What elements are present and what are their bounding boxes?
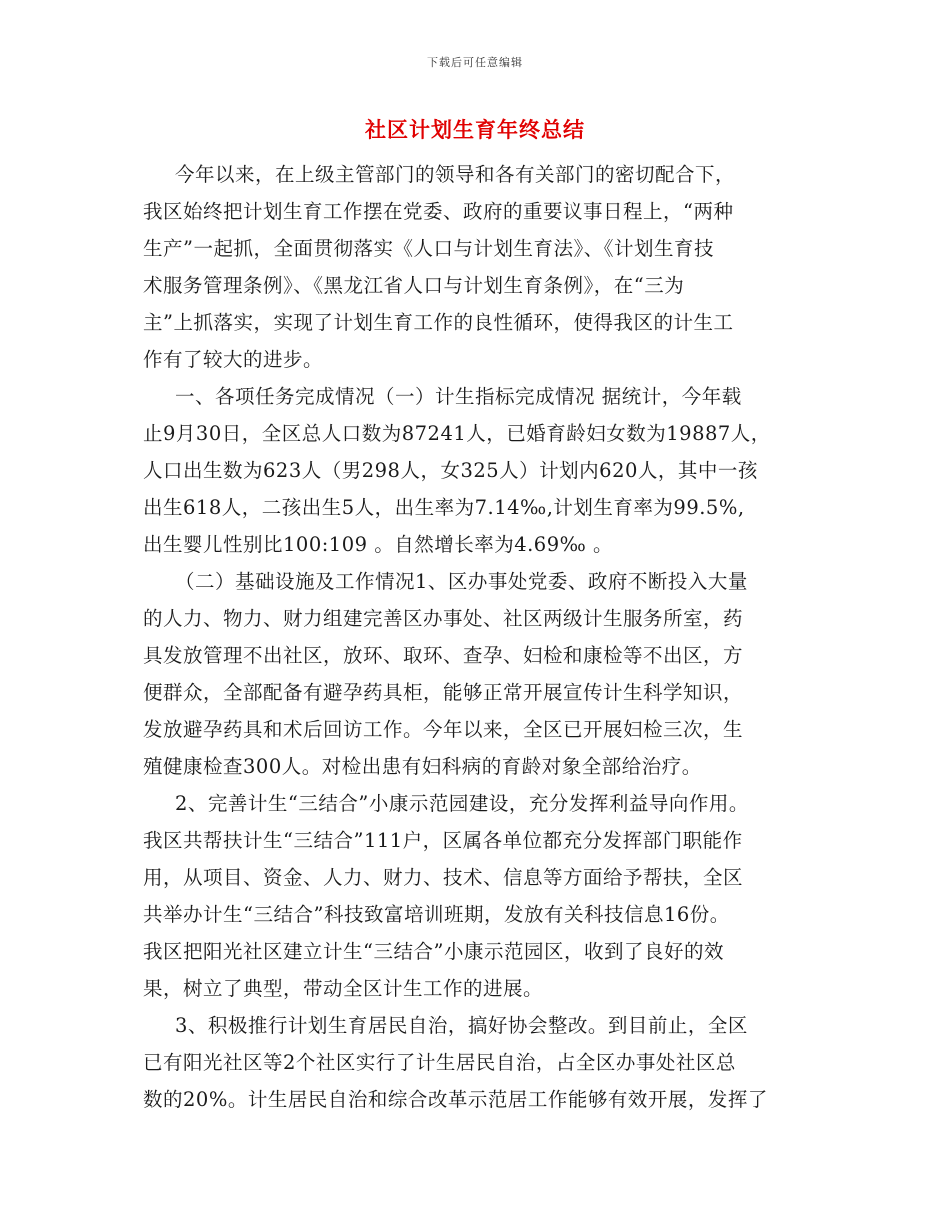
body-line: 出生婴儿性别比100:109 。自然增长率为4.69‰ 。 (143, 533, 613, 556)
body-line: 人口出生数为623人（男298人，女325人）计划内620人，其中一孩 (143, 459, 758, 482)
body-line: 2、完善计生“三结合”小康示范园建设，充分发挥利益导向作用。 (175, 792, 749, 815)
document-title: 社区计划生育年终总结 (365, 117, 585, 142)
body-line: 的人力、物力、财力组建完善区办事处、社区两级计生服务所室，药 (143, 607, 744, 630)
body-line: 今年以来，在上级主管部门的领导和各有关部门的密切配合下， (175, 163, 736, 186)
body-line: （二）基础设施及工作情况1、区办事处党委、政府不断投入大量 (175, 570, 748, 593)
body-line: 我区共帮扶计生“三结合”111户，区属各单位都充分发挥部门职能作 (143, 829, 743, 852)
body-line: 具发放管理不出社区，放环、取环、查孕、妇检和康检等不出区，方 (143, 644, 744, 667)
download-note: 下载后可任意编辑 (427, 56, 523, 69)
body-line: 我区把阳光社区建立计生“三结合”小康示范园区，收到了良好的效 (143, 940, 724, 963)
body-line: 主”上抓落实，实现了计划生育工作的良性循环，使得我区的计生工 (143, 311, 734, 334)
body-line: 作有了较大的进步。 (143, 348, 324, 371)
body-line: 用，从项目、资金、人力、财力、技术、信息等方面给予帮扶，全区 (143, 866, 744, 889)
body-line: 术服务管理条例》、《黑龙江省人口与计划生育条例》，在“三为 (143, 274, 685, 297)
body-line: 3、积极推行计划生育居民自治，搞好协会整改。到目前止，全区 (175, 1014, 748, 1037)
body-line: 共举办计生“三结合”科技致富培训班期，发放有关科技信息16份。 (143, 903, 730, 926)
body-line: 发放避孕药具和术后回访工作。今年以来，全区已开展妇检三次，生 (143, 718, 744, 741)
body-line: 一、各项任务完成情况（一）计生指标完成情况 据统计，今年载 (175, 385, 742, 408)
body-line: 便群众，全部配备有避孕药具柜，能够正常开展宣传计生科学知识， (143, 681, 744, 704)
body-line: 殖健康检查300人。对检出患有妇科病的育龄对象全部给治疗。 (143, 755, 702, 778)
body-line: 已有阳光社区等2个社区实行了计生居民自治，占全区办事处社区总 (143, 1051, 736, 1074)
body-line: 我区始终把计划生育工作摆在党委、政府的重要议事日程上，“两种 (143, 200, 734, 223)
body-line: 数的20%。计生居民自治和综合改革示范居工作能够有效开展，发挥了 (143, 1088, 768, 1111)
body-line: 止9月30日，全区总人口数为87241人，已婚育龄妇女数为19887人， (143, 422, 771, 445)
body-line: 生产”一起抓，全面贯彻落实《人口与计划生育法》、《计划生育技 (143, 237, 714, 260)
body-line: 出生618人，二孩出生5人，出生率为7.14‰,计划生育率为99.5%, (143, 496, 745, 519)
body-line: 果，树立了典型，带动全区计生工作的进展。 (143, 977, 544, 1000)
